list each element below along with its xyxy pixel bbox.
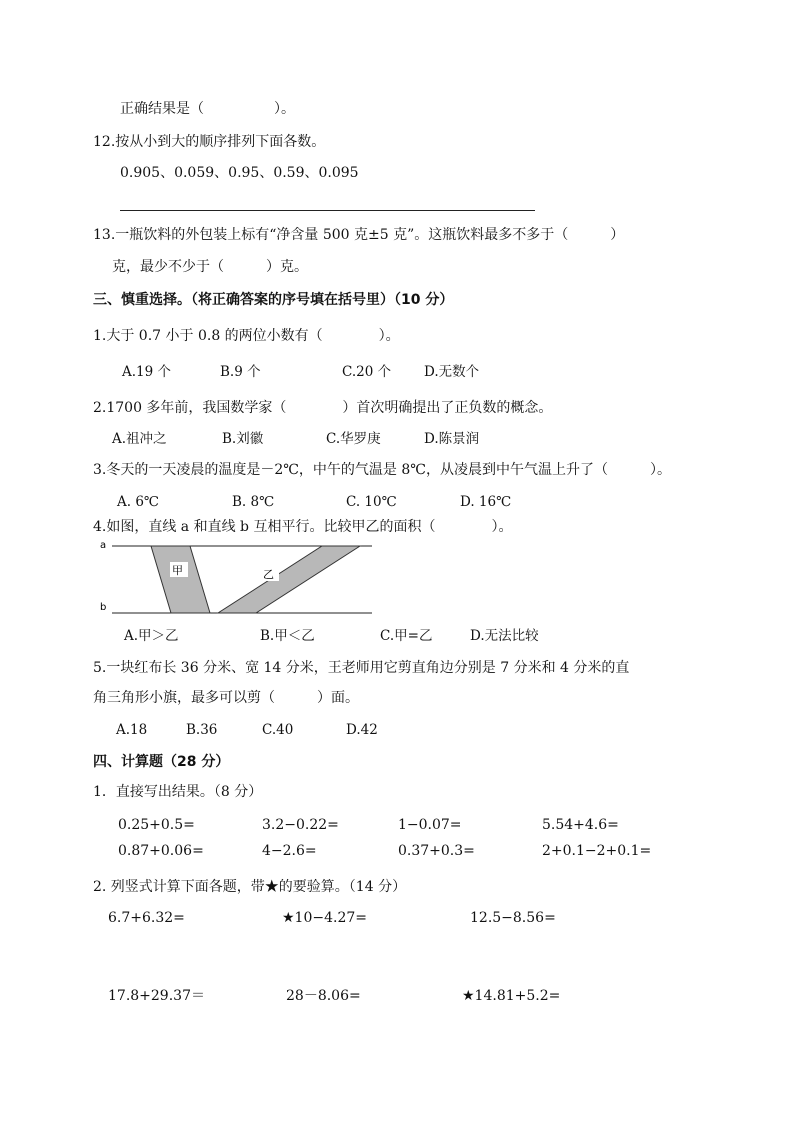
s3-q2-option-c[interactable]: C.华罗庚 (326, 431, 381, 447)
s3-q5-line2: 角三角形小旗，最多可以剪（ ）面。 (93, 690, 359, 706)
s3-q5-option-c[interactable]: C.40 (262, 722, 294, 738)
q11-answer-line: 正确结果是（ ）。 (120, 101, 295, 117)
s4-q1-prompt: 1．直接写出结果。（8 分） (93, 784, 263, 800)
s3-q1-option-d[interactable]: D.无数个 (424, 364, 480, 380)
s3-q4-option-a[interactable]: A.甲＞乙 (124, 628, 179, 644)
shape-yi (218, 546, 360, 613)
shape-jia (151, 546, 210, 613)
s3-q1-option-c[interactable]: C.20 个 (342, 364, 392, 380)
s4-q1-expr: 4−2.6= (262, 843, 317, 859)
s3-q4-option-b[interactable]: B.甲＜乙 (260, 628, 315, 644)
s4-q2-expr: 6.7+6.32= (108, 910, 185, 926)
q12-prompt: 12.按从小到大的顺序排列下面各数。 (93, 134, 326, 150)
s3-q2-prompt: 2.1700 多年前，我国数学家（ ）首次明确提出了正负数的概念。 (93, 400, 553, 416)
s3-q1-prompt: 1.大于 0.7 小于 0.8 的两位小数有（ ）。 (93, 328, 400, 344)
line-b-label: b (100, 602, 107, 613)
shape-jia-label: 甲 (172, 564, 183, 577)
s4-q2-expr: ★14.81+5.2= (462, 988, 561, 1004)
q12-answer-rule[interactable] (120, 210, 535, 211)
s3-q5-option-a[interactable]: A.18 (116, 722, 148, 738)
s3-q3-option-b[interactable]: B. 8℃ (232, 494, 275, 510)
s3-q4-option-d[interactable]: D.无法比较 (470, 628, 539, 644)
s4-q1-expr: 5.54+4.6= (542, 817, 619, 833)
s4-q2-expr: 12.5−8.56= (470, 910, 556, 926)
s3-q5-option-d[interactable]: D.42 (346, 722, 378, 738)
s4-q2-expr: 17.8+29.37＝ (108, 988, 205, 1004)
s4-q2-expr: ★10−4.27= (282, 910, 367, 926)
s3-q2-option-a[interactable]: A.祖冲之 (112, 431, 167, 447)
s4-q1-expr: 0.87+0.06= (118, 843, 204, 859)
s4-q1-expr: 3.2−0.22= (262, 817, 339, 833)
s3-q2-option-d[interactable]: D.陈景润 (424, 431, 480, 447)
section4-title: 四、计算题（28 分） (93, 754, 230, 770)
s3-q2-option-b[interactable]: B.刘徽 (222, 431, 264, 447)
s3-q5-option-b[interactable]: B.36 (186, 722, 218, 738)
s4-q2-prompt: 2. 列竖式计算下面各题，带★的要验算。（14 分） (93, 879, 407, 895)
q13-line1: 13.一瓶饮料的外包装上标有“净含量 500 克±5 克”。这瓶饮料最多不多于（ ） (93, 227, 625, 243)
s3-q3-option-a[interactable]: A. 6℃ (117, 494, 160, 510)
shape-yi-label: 乙 (263, 568, 274, 581)
s3-q1-option-b[interactable]: B.9 个 (220, 364, 261, 380)
s4-q2-expr: 28－8.06= (286, 988, 361, 1004)
s3-q4-prompt: 4.如图，直线 a 和直线 b 互相平行。比较甲乙的面积（ ）。 (93, 519, 513, 535)
s3-q1-option-a[interactable]: A.19 个 (122, 364, 172, 380)
s4-q1-expr: 0.37+0.3= (398, 843, 475, 859)
section3-title: 三、慎重选择。（将正确答案的序号填在括号里）（10 分） (93, 292, 454, 308)
line-a-label: a (100, 540, 107, 551)
s3-q5-line1: 5.一块红布长 36 分米、宽 14 分米，王老师用它剪直角边分别是 7 分米和 4 分米的直 (93, 660, 630, 676)
parallel-lines-figure (98, 538, 378, 618)
s4-q1-expr: 2+0.1−2+0.1= (542, 843, 652, 859)
s3-q3-option-c[interactable]: C. 10℃ (346, 494, 397, 510)
q13-line2: 克，最少不少于（ ）克。 (112, 259, 308, 275)
s3-q3-option-d[interactable]: D. 16℃ (460, 494, 512, 510)
s3-q3-prompt: 3.冬天的一天凌晨的温度是－2℃，中午的气温是 8℃，从凌晨到中午气温上升了（ ）。 (93, 462, 671, 478)
s4-q1-expr: 0.25+0.5= (118, 817, 195, 833)
s3-q4-option-c[interactable]: C.甲=乙 (380, 628, 433, 644)
q12-numbers: 0.905、0.059、0.95、0.59、0.095 (120, 165, 359, 181)
s4-q1-expr: 1−0.07= (398, 817, 462, 833)
